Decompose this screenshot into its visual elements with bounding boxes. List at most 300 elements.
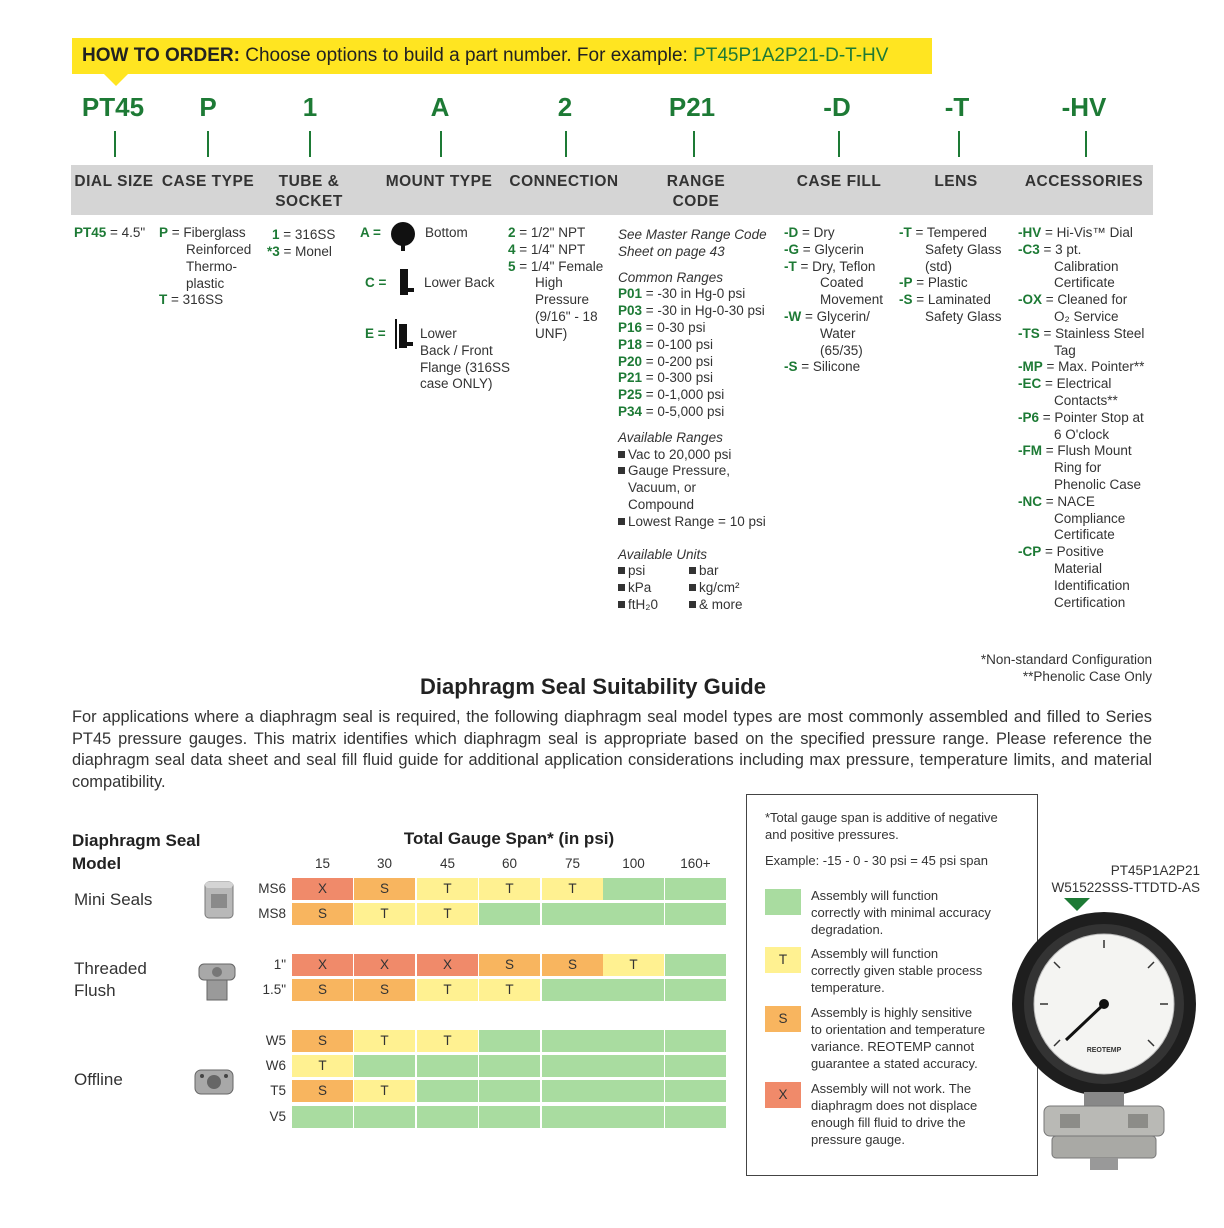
accessory-text: Tag bbox=[1054, 342, 1076, 358]
range-item bbox=[618, 320, 778, 337]
accessory-text: Material bbox=[1054, 560, 1103, 576]
case-type-option-t bbox=[159, 292, 223, 309]
code-tick bbox=[114, 131, 116, 157]
accessory-item bbox=[1018, 477, 1158, 494]
suitability-cell: S bbox=[292, 903, 354, 925]
suitability-cell: T bbox=[417, 903, 479, 925]
legend-text bbox=[811, 887, 1017, 938]
accessory-item bbox=[1018, 309, 1158, 326]
case-type-option-p bbox=[159, 225, 246, 242]
accessory-text: = Electrical bbox=[1041, 376, 1112, 392]
case-fill-item bbox=[784, 359, 883, 376]
suitability-cell bbox=[603, 1080, 665, 1102]
connection-text: = 1/4" NPT bbox=[515, 241, 586, 257]
connection-text: (9/16" - 18 bbox=[535, 308, 598, 324]
suitability-cell: X bbox=[354, 954, 416, 976]
case-fill-item bbox=[784, 309, 883, 326]
lens-text: = Plastic bbox=[912, 275, 968, 291]
header-dial-size: DIAL SIZE bbox=[74, 173, 154, 190]
code-tick bbox=[207, 131, 209, 157]
code-mount: A bbox=[430, 92, 450, 122]
suitability-cell bbox=[479, 1030, 541, 1052]
code-tick bbox=[838, 131, 840, 157]
accessory-text: Contacts** bbox=[1054, 392, 1118, 408]
lens-item bbox=[899, 309, 1002, 326]
lens-list bbox=[899, 225, 1002, 326]
case-type-text: plastic bbox=[186, 275, 225, 291]
accessory-text: = 3 pt. bbox=[1039, 241, 1082, 257]
accessory-item bbox=[1018, 410, 1158, 427]
seal-group-line: Mini Seals bbox=[74, 890, 153, 909]
case-fill-text: Water bbox=[820, 325, 856, 341]
code-dial-size: PT45 bbox=[81, 92, 145, 122]
code-case-type: P bbox=[199, 92, 217, 122]
legend-text bbox=[811, 1080, 1017, 1148]
connection-code: 5 bbox=[508, 258, 516, 274]
suitability-cell: T bbox=[603, 954, 665, 976]
available-ranges-title: Available Ranges bbox=[618, 429, 723, 445]
model-header-line: Diaphragm Seal bbox=[72, 831, 201, 850]
suitability-cell: T bbox=[292, 1055, 354, 1077]
flange-mount-icon bbox=[394, 318, 414, 352]
legend-note-line: and positive pressures. bbox=[765, 827, 899, 842]
guide-title: Diaphragm Seal Suitability Guide bbox=[420, 674, 766, 699]
accessory-item bbox=[1018, 527, 1158, 544]
legend-text-line: correctly with minimal accuracy bbox=[811, 905, 991, 920]
suitability-cell bbox=[542, 1080, 604, 1102]
unit-text: & more bbox=[699, 597, 743, 613]
footnote: *Non-standard Configuration bbox=[980, 652, 1152, 667]
range-text: = 0-300 psi bbox=[642, 370, 713, 386]
span-header: Total Gauge Span* (in psi) bbox=[403, 829, 615, 848]
connection-item bbox=[508, 309, 603, 326]
mount-text: Bottom bbox=[425, 225, 468, 240]
case-fill-text: = Glycerin/ bbox=[801, 308, 870, 324]
unit-text: kg/cm² bbox=[699, 580, 740, 596]
mount-text: Lower Back bbox=[424, 275, 495, 290]
available-text: Gauge Pressure, bbox=[628, 463, 731, 479]
suitability-cell bbox=[292, 1106, 354, 1128]
connection-item bbox=[508, 225, 603, 242]
connection-code: 2 bbox=[508, 225, 516, 240]
span-label: 60 bbox=[501, 856, 518, 871]
case-type-text: Thermo- bbox=[186, 258, 238, 274]
accessory-item bbox=[1018, 561, 1158, 578]
unit-item bbox=[689, 580, 740, 597]
mount-text-flange bbox=[420, 326, 510, 393]
connection-text: = 1/2" NPT bbox=[515, 225, 586, 240]
photo-caption-line: W51522SSS-TTDTD-AS bbox=[1051, 880, 1200, 895]
code-lens: -T bbox=[944, 92, 970, 122]
photo-caption-line: PT45P1A2P21 bbox=[1110, 863, 1200, 878]
suitability-cell: S bbox=[479, 954, 541, 976]
suitability-cell bbox=[665, 903, 727, 925]
header-range-line1: RANGE bbox=[666, 173, 726, 190]
seal-group-line: Flush bbox=[74, 981, 116, 1000]
range-text: = 0-200 psi bbox=[642, 353, 713, 369]
seal-model-label: W6 bbox=[265, 1058, 286, 1073]
how-to-order-text: Choose options to build a part number. For example: bbox=[239, 45, 694, 66]
unit-text: ftH₂0 bbox=[628, 597, 658, 613]
accessory-text: = Pointer Stop at bbox=[1039, 409, 1144, 425]
range-code: P18 bbox=[618, 336, 643, 352]
accessory-code: -TS bbox=[1018, 325, 1040, 341]
range-item bbox=[618, 404, 778, 421]
code-tick bbox=[693, 131, 695, 157]
unit-text: psi bbox=[628, 563, 646, 579]
suitability-cell: T bbox=[417, 1030, 479, 1052]
legend-text-line: temperature. bbox=[811, 980, 885, 995]
tube-option bbox=[272, 227, 335, 244]
case-fill-item bbox=[784, 275, 883, 292]
suitability-cell bbox=[354, 1106, 416, 1128]
bullet-icon bbox=[618, 518, 625, 525]
mount-code: A = bbox=[360, 225, 381, 240]
accessory-item bbox=[1018, 343, 1158, 360]
range-see: Sheet on page 43 bbox=[618, 243, 725, 259]
case-type-text: = Fiberglass bbox=[168, 225, 246, 240]
accessory-code: -NC bbox=[1018, 493, 1042, 509]
case-fill-code: -G bbox=[784, 241, 799, 257]
accessory-text: Compliance bbox=[1054, 510, 1126, 526]
suitability-cell bbox=[603, 903, 665, 925]
lens-text: (std) bbox=[925, 258, 952, 274]
unit-item bbox=[618, 597, 658, 614]
suitability-cell: X bbox=[292, 954, 354, 976]
suitability-cell bbox=[665, 1106, 727, 1128]
case-fill-text: = Silicone bbox=[797, 359, 861, 375]
how-to-order-label: HOW TO ORDER: bbox=[82, 45, 240, 66]
model-header bbox=[72, 829, 201, 875]
suitability-cell: T bbox=[542, 878, 604, 900]
lower-back-mount-icon bbox=[396, 268, 416, 298]
accessory-code: -CP bbox=[1018, 544, 1042, 560]
connection-item bbox=[508, 242, 603, 259]
range-code: P21 bbox=[618, 370, 643, 386]
suitability-cell: T bbox=[479, 878, 541, 900]
suitability-cell bbox=[603, 1055, 665, 1077]
seal-group-name bbox=[74, 958, 147, 1002]
mount-text: Back / Front bbox=[420, 342, 493, 358]
threaded-flush-seal-icon bbox=[195, 958, 239, 1004]
span-label: 30 bbox=[376, 856, 393, 871]
legend-text-line: Assembly will not work. The bbox=[811, 1081, 972, 1096]
gauge-product-photo bbox=[1004, 912, 1208, 1172]
accessory-code: -OX bbox=[1018, 292, 1043, 308]
accessory-text: 6 O'clock bbox=[1054, 426, 1110, 442]
suitability-cell bbox=[665, 1055, 727, 1077]
dial-option bbox=[74, 225, 145, 242]
accessory-text: = Positive bbox=[1041, 544, 1104, 560]
accessory-text: = Cleaned for bbox=[1042, 292, 1128, 308]
accessory-text: = Hi-Vis™ Dial bbox=[1041, 225, 1133, 240]
lens-item bbox=[899, 225, 1002, 242]
unit-item bbox=[618, 563, 645, 580]
available-units-title: Available Units bbox=[618, 546, 708, 562]
suitability-cell bbox=[665, 954, 727, 976]
accessory-item bbox=[1018, 595, 1158, 612]
suitability-cell bbox=[354, 1055, 416, 1077]
accessory-text: Certification bbox=[1054, 594, 1126, 610]
range-code: P16 bbox=[618, 319, 643, 335]
legend-text-line: Assembly will function bbox=[811, 946, 939, 961]
available-text: Vacuum, or bbox=[628, 480, 697, 496]
accessory-item bbox=[1018, 259, 1158, 276]
legend-text-line: pressure gauge. bbox=[811, 1132, 905, 1147]
available-text: Lowest Range = 10 psi bbox=[628, 513, 766, 529]
connection-item bbox=[508, 292, 603, 309]
accessory-text: = NACE bbox=[1042, 493, 1095, 509]
caption-arrow-icon bbox=[1064, 898, 1090, 912]
suitability-cell: T bbox=[354, 1030, 416, 1052]
header-accessories: ACCESSORIES bbox=[1024, 173, 1144, 190]
header-range-code bbox=[640, 172, 752, 212]
accessory-item bbox=[1018, 376, 1158, 393]
unit-item bbox=[689, 563, 719, 580]
case-fill-text: (65/35) bbox=[820, 342, 863, 358]
span-label: 45 bbox=[439, 856, 456, 871]
bottom-mount-icon bbox=[390, 222, 416, 252]
code-case-fill: -D bbox=[823, 92, 851, 122]
range-text: = 0-1,000 psi bbox=[642, 387, 725, 403]
suitability-cell bbox=[542, 1106, 604, 1128]
legend-note-line: *Total gauge span is additive of negative bbox=[765, 810, 998, 825]
suitability-cell: S bbox=[354, 878, 416, 900]
accessory-item bbox=[1018, 511, 1158, 528]
model-header-line: Model bbox=[72, 854, 122, 873]
connection-list bbox=[508, 225, 603, 343]
mount-code: C = bbox=[365, 275, 387, 290]
suitability-cell bbox=[665, 1030, 727, 1052]
case-fill-item bbox=[784, 259, 883, 276]
legend-text-line: degradation. bbox=[811, 922, 884, 937]
suitability-cell: T bbox=[479, 979, 541, 1001]
accessory-text: Certificate bbox=[1054, 275, 1115, 291]
range-text: = 0-30 psi bbox=[642, 319, 706, 335]
accessory-item bbox=[1018, 578, 1158, 595]
footnote: **Phenolic Case Only bbox=[1022, 668, 1152, 684]
lens-item bbox=[899, 259, 1002, 276]
seal-model-label: T5 bbox=[270, 1083, 286, 1098]
accessory-text: Calibration bbox=[1054, 258, 1119, 274]
suitability-cell bbox=[417, 1080, 479, 1102]
legend-text-line: Assembly is highly sensitive bbox=[811, 1005, 973, 1020]
mount-text: Lower bbox=[420, 326, 457, 341]
connection-item bbox=[508, 275, 603, 292]
available-text: Compound bbox=[628, 496, 695, 512]
code-tick bbox=[309, 131, 311, 157]
case-fill-list bbox=[784, 225, 883, 376]
lens-text: = Laminated bbox=[912, 292, 991, 308]
units-grid bbox=[618, 563, 778, 614]
unit-item bbox=[618, 580, 651, 597]
seal-model-label: W5 bbox=[265, 1033, 286, 1048]
case-type-p-cont bbox=[186, 242, 251, 292]
tube-text: = 316SS bbox=[279, 227, 336, 242]
code-range: P21 bbox=[668, 92, 716, 122]
accessory-code: -C3 bbox=[1018, 241, 1040, 257]
guide-intro: For applications where a diaphragm seal is required, the following diaphragm seal model types are most commonly assembled and filled to Series PT45 pressure gauges. This matrix identifies which diaphragm seal is appropriate based on the specified pressure range. Please reference the diaphragm seal data sheet and seal fill fluid guide for additional application considerations including max pressure, temperature limits, and material compatibility. bbox=[72, 708, 1152, 791]
bullet-icon bbox=[689, 584, 696, 591]
accessory-item bbox=[1018, 275, 1158, 292]
header-case-fill: CASE FILL bbox=[796, 173, 882, 190]
suitability-cell: T bbox=[417, 979, 479, 1001]
header-case-type: CASE TYPE bbox=[161, 173, 255, 190]
suitability-cell: S bbox=[354, 979, 416, 1001]
mount-text: case ONLY) bbox=[420, 376, 493, 392]
case-fill-item bbox=[784, 242, 883, 259]
code-connection: 2 bbox=[557, 92, 573, 122]
range-see: See Master Range Code bbox=[618, 227, 767, 242]
accessory-code: -HV bbox=[1018, 225, 1042, 240]
suitability-cell bbox=[542, 903, 604, 925]
legend-text-line: Assembly will function bbox=[811, 888, 939, 903]
lens-code: -S bbox=[899, 292, 913, 308]
suitability-cell: S bbox=[542, 954, 604, 976]
lens-item bbox=[899, 275, 1002, 292]
case-fill-code: -D bbox=[784, 225, 799, 240]
range-item bbox=[618, 337, 778, 354]
case-fill-item bbox=[784, 225, 883, 242]
header-range-line2: CODE bbox=[672, 193, 720, 210]
dial-option-text: = 4.5" bbox=[106, 225, 146, 240]
legend-swatch: T bbox=[765, 947, 801, 973]
lens-item bbox=[899, 292, 1002, 309]
mount-code: E = bbox=[365, 326, 386, 341]
lens-text: = Tempered bbox=[911, 225, 987, 240]
range-code: P03 bbox=[618, 303, 643, 319]
code-tick bbox=[1085, 131, 1087, 157]
accessory-code: -P6 bbox=[1018, 409, 1040, 425]
suitability-cell: T bbox=[354, 1080, 416, 1102]
span-label: 100 bbox=[622, 856, 645, 871]
range-text: = -30 in Hg-0-30 psi bbox=[642, 303, 765, 319]
suitability-cell bbox=[665, 1080, 727, 1102]
range-code: P20 bbox=[618, 353, 643, 369]
suitability-cell bbox=[665, 878, 727, 900]
accessory-text: O₂ Service bbox=[1054, 308, 1119, 324]
case-fill-code: -T bbox=[784, 258, 797, 274]
accessory-text: = Max. Pointer** bbox=[1042, 359, 1145, 375]
mount-text: Flange (316SS bbox=[420, 359, 511, 375]
legend-swatch bbox=[765, 889, 801, 915]
accessory-text: Phenolic Case bbox=[1054, 476, 1142, 492]
legend-text-line: enough fill fluid to drive the bbox=[811, 1115, 966, 1130]
suitability-cell bbox=[603, 979, 665, 1001]
seal-group-line: Offline bbox=[74, 1070, 123, 1089]
connection-text: UNF) bbox=[535, 325, 568, 341]
accessory-code: -MP bbox=[1018, 359, 1043, 375]
lens-item bbox=[899, 242, 1002, 259]
accessory-item bbox=[1018, 544, 1158, 561]
bullet-icon bbox=[618, 584, 625, 591]
accessory-text: Certificate bbox=[1054, 527, 1115, 543]
accessory-item bbox=[1018, 494, 1158, 511]
header-mount-type: MOUNT TYPE bbox=[385, 173, 493, 190]
legend-text-line: guarantee a stated accuracy. bbox=[811, 1056, 978, 1071]
range-item bbox=[618, 303, 778, 320]
case-fill-text: Coated bbox=[820, 275, 864, 291]
available-item bbox=[618, 497, 778, 514]
accessory-text: Identification bbox=[1054, 577, 1130, 593]
case-fill-item bbox=[784, 292, 883, 309]
code-tube: 1 bbox=[302, 92, 318, 122]
bullet-icon bbox=[618, 567, 625, 574]
legend-text-line: variance. REOTEMP cannot bbox=[811, 1039, 975, 1054]
bullet-icon bbox=[618, 601, 625, 608]
case-fill-text: = Dry, Teflon bbox=[796, 258, 876, 274]
suitability-cell bbox=[417, 1106, 479, 1128]
suitability-cell: S bbox=[292, 1030, 354, 1052]
range-code-column bbox=[618, 227, 778, 614]
legend-text bbox=[811, 1004, 1017, 1072]
case-fill-code: -W bbox=[784, 308, 802, 324]
legend-swatch: X bbox=[765, 1082, 801, 1108]
bullet-icon bbox=[618, 467, 625, 474]
seal-model-label: 1" bbox=[273, 957, 286, 972]
accessory-code: -FM bbox=[1018, 443, 1042, 459]
connection-text: Pressure bbox=[535, 292, 590, 308]
lens-text: Safety Glass bbox=[925, 308, 1002, 324]
span-label: 75 bbox=[564, 856, 581, 871]
header-tube-line1: TUBE & bbox=[278, 173, 340, 190]
suitability-cell bbox=[542, 979, 604, 1001]
tube-code: 1 bbox=[272, 227, 280, 242]
code-tick bbox=[565, 131, 567, 157]
code-accessories: -HV bbox=[1061, 92, 1107, 122]
tube-code: *3 bbox=[267, 244, 280, 259]
seal-model-label: MS6 bbox=[258, 881, 286, 896]
legend-text-line: to orientation and temperature bbox=[811, 1022, 986, 1037]
range-item bbox=[618, 286, 778, 303]
connection-item bbox=[508, 259, 603, 276]
accessory-item bbox=[1018, 460, 1158, 477]
range-code: P25 bbox=[618, 387, 643, 403]
case-fill-code: -S bbox=[784, 359, 798, 375]
banner-pointer bbox=[104, 74, 128, 86]
accessory-item bbox=[1018, 326, 1158, 343]
legend-text-line: correctly given stable process bbox=[811, 963, 983, 978]
available-item bbox=[618, 463, 778, 480]
accessory-item bbox=[1018, 242, 1158, 259]
range-item bbox=[618, 370, 778, 387]
suitability-cell: X bbox=[292, 878, 354, 900]
suitability-cell: X bbox=[417, 954, 479, 976]
case-fill-item bbox=[784, 343, 883, 360]
tube-option bbox=[267, 244, 332, 261]
lens-code: -P bbox=[899, 275, 913, 291]
available-item bbox=[618, 480, 778, 497]
suitability-cell bbox=[542, 1030, 604, 1052]
available-item bbox=[618, 514, 778, 531]
gauge-brand-text: REOTEMP bbox=[1086, 1047, 1122, 1054]
range-code: P34 bbox=[618, 403, 643, 419]
tube-text: = Monel bbox=[279, 244, 332, 259]
range-text: = 0-100 psi bbox=[642, 336, 713, 352]
dial-option-code: PT45 bbox=[74, 225, 107, 240]
code-tick bbox=[440, 131, 442, 157]
suitability-cell: S bbox=[292, 1080, 354, 1102]
accessory-item bbox=[1018, 292, 1158, 309]
unit-text: bar bbox=[699, 563, 719, 579]
accessory-item bbox=[1018, 359, 1158, 376]
legend-text bbox=[811, 945, 1017, 996]
accessory-text: = Stainless Steel bbox=[1039, 325, 1145, 341]
header-connection: CONNECTION bbox=[509, 173, 619, 190]
seal-group-line: Threaded bbox=[74, 959, 147, 978]
range-text: = 0-5,000 psi bbox=[642, 403, 725, 419]
connection-code: 4 bbox=[508, 241, 516, 257]
